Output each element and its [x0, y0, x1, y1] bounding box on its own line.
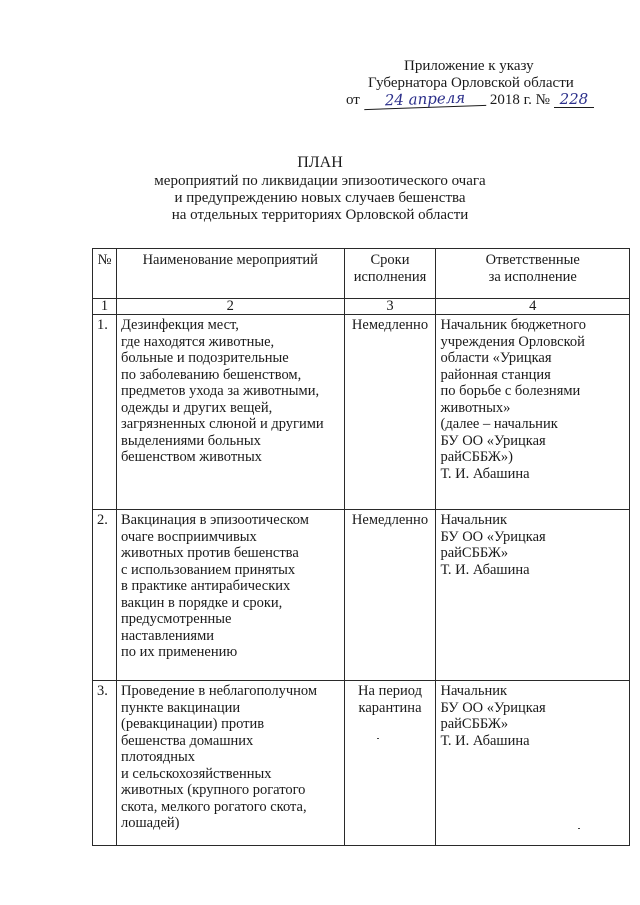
table-row [93, 681, 630, 846]
row-number: 1. [93, 315, 117, 510]
row-term: На период карантина [344, 681, 436, 846]
title-line-1: мероприятий по ликвидации эпизоотического очага [154, 173, 486, 189]
header-number: № [93, 249, 117, 299]
approval-block [346, 58, 616, 109]
column-number: 2 [116, 299, 344, 315]
row-term: Немедленно [344, 510, 436, 681]
row-activity: Дезинфекция мест, где находятся животные, больные и подозрительные по заболеванию бешенством, предметов ухода за животными, одежды и других вещей, загрязненных слюной и другими выделениями больных бешенством животных [116, 315, 344, 510]
column-number-row [93, 299, 630, 315]
column-number: 4 [436, 299, 630, 315]
approval-line-2: Губернатора Орловской области [368, 75, 574, 91]
table-row [93, 510, 630, 681]
row-number: 3. [93, 681, 117, 846]
document-title [140, 154, 500, 224]
plan-table [92, 248, 630, 846]
row-responsible: Начальник БУ ОО «Урицкая райСББЖ» Т. И. Абашина [436, 681, 630, 846]
header-responsible: Ответственные за исполнение [436, 249, 630, 299]
row-responsible: Начальник БУ ОО «Урицкая райСББЖ» Т. И. Абашина [436, 510, 630, 681]
row-number: 2. [93, 510, 117, 681]
row-responsible: Начальник бюджетного учреждения Орловской области «Урицкая районная станция по борьбе с болезнями животных» (далее – начальник БУ ОО «Урицкая райСББЖ») Т. И. Абашина [436, 315, 630, 510]
table-row [93, 315, 630, 510]
row-term: Немедленно [344, 315, 436, 510]
column-number: 3 [344, 299, 436, 315]
scan-speck [578, 828, 580, 829]
approval-date-line [346, 88, 616, 110]
plan-heading: ПЛАН [297, 154, 343, 171]
approval-line-1: Приложение к указу [404, 58, 534, 74]
header-activity: Наименование мероприятий [116, 249, 344, 299]
row-activity: Вакцинация в эпизоотическом очаге восприимчивых животных против бешенства с использованием принятых в практике антирабических вакцин в порядке и сроки, предусмотренные наставлениями по их применению [116, 510, 344, 681]
handwritten-number: 228 [554, 92, 594, 108]
scan-speck [377, 738, 379, 739]
table-header-row [93, 249, 630, 299]
column-number: 1 [93, 299, 117, 315]
header-term: Сроки исполнения [344, 249, 436, 299]
title-line-2: и предупреждению новых случаев бешенства [174, 190, 466, 206]
row-activity: Проведение в неблагополучном пункте вакцинации (ревакцинации) против бешенства домашних плотоядных и сельскохозяйственных животных (крупного рогатого скота, мелкого рогатого скота, лошадей) [116, 681, 344, 846]
year-label: 2018 г. № [489, 92, 550, 108]
handwritten-date: 24 апреля [364, 90, 486, 110]
title-line-3: на отдельных территориях Орловской области [171, 207, 469, 223]
from-label: от [346, 92, 360, 108]
